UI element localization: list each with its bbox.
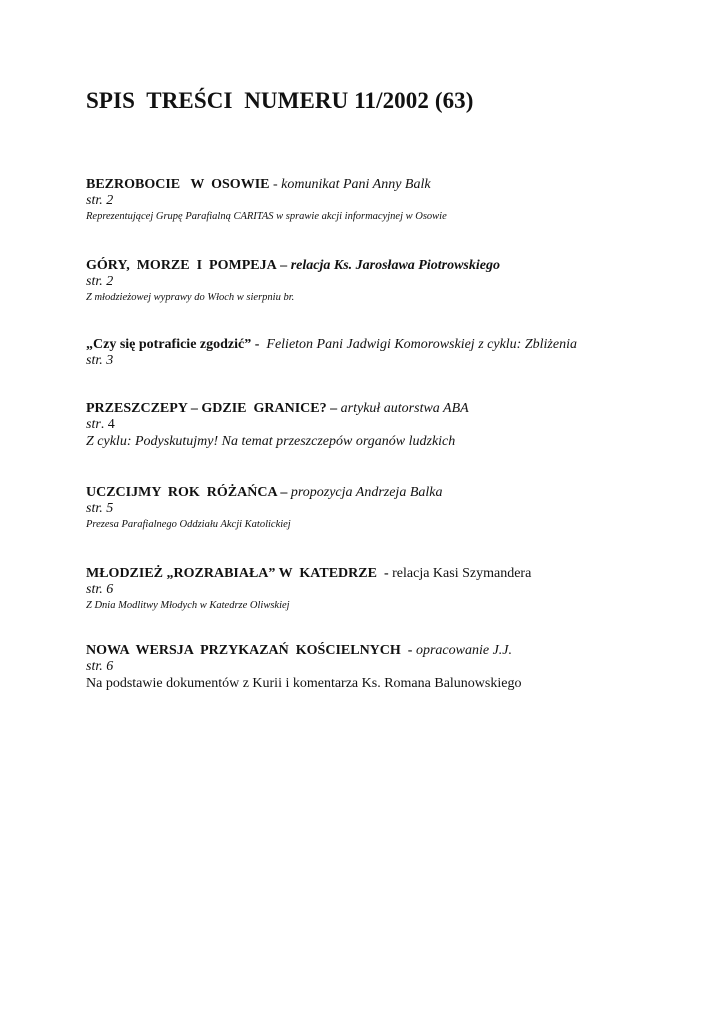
entry-headline bbox=[86, 400, 686, 417]
toc-entry-czy-sie-potraficie bbox=[86, 336, 686, 369]
entry-note: Z cyklu: Podyskutujmy! Na temat przeszczepów organów ludzkich bbox=[86, 434, 456, 449]
entry-subtitle: propozycja Andrzeja Balka bbox=[290, 485, 443, 500]
toc-entry-przeszczepy bbox=[86, 400, 686, 450]
toc-entry-mlodziez-rozrabiala bbox=[86, 565, 686, 614]
page-title: SPIS TREŚCI NUMERU 11/2002 (63) bbox=[86, 88, 474, 113]
entry-note: Z Dnia Modlitwy Młodych w Katedrze Oliwskiej bbox=[86, 600, 290, 611]
entry-separator: – bbox=[276, 258, 291, 273]
entry-headline bbox=[86, 642, 686, 659]
entry-separator: - bbox=[376, 566, 393, 581]
entry-heading: PRZESZCZEPY – GDZIE GRANICE? bbox=[86, 401, 327, 416]
entry-separator: - bbox=[400, 643, 416, 658]
entry-page-ref bbox=[86, 417, 686, 433]
entry-separator: – bbox=[326, 401, 341, 416]
entry-note: Reprezentującej Grupę Parafialną CARITAS w sprawie akcji informacyjnej w Osowie bbox=[86, 211, 447, 222]
entry-subtitle: Felieton Pani Jadwigi Komorowskiej z cyklu: Zbliżenia bbox=[266, 337, 577, 352]
entry-subtitle: komunikat Pani Anny Balk bbox=[281, 177, 431, 192]
entry-separator: - bbox=[269, 177, 282, 192]
entry-page-prefix: str bbox=[86, 417, 101, 432]
entry-heading: UCZCIJMY ROK RÓŻAŃCA bbox=[86, 485, 277, 500]
entry-subtitle: artykuł autorstwa ABA bbox=[340, 401, 469, 416]
entry-headline bbox=[86, 176, 686, 193]
entry-heading: BEZROBOCIE W OSOWIE bbox=[86, 177, 270, 192]
entry-subtitle: relacja Kasi Szymandera bbox=[392, 566, 532, 581]
entry-page-ref: str. 6 bbox=[86, 582, 114, 597]
entry-heading: NOWA WERSJA PRZYKAZAŃ KOŚCIELNYCH bbox=[86, 643, 401, 658]
toc-entry-bezrobocie bbox=[86, 176, 686, 225]
entry-headline bbox=[86, 484, 686, 501]
entry-page-number: . 4 bbox=[100, 417, 115, 432]
entry-headline bbox=[86, 257, 686, 274]
toc-entry-uczcijmy-rok-rozanca bbox=[86, 484, 686, 533]
toc-entry-gory-morze-pompeja bbox=[86, 257, 686, 306]
entry-subtitle: opracowanie J.J. bbox=[415, 643, 512, 658]
entry-page-ref: str. 2 bbox=[86, 193, 114, 208]
entry-separator: – bbox=[276, 485, 291, 500]
entry-note: Na podstawie dokumentów z Kurii i komentarza Ks. Romana Balunowskiego bbox=[86, 676, 522, 691]
entry-headline bbox=[86, 336, 686, 353]
entry-page-ref: str. 5 bbox=[86, 501, 114, 516]
entry-heading: GÓRY, MORZE I POMPEJA bbox=[86, 258, 277, 273]
entry-note: Prezesa Parafialnego Oddziału Akcji Katolickiej bbox=[86, 519, 291, 530]
entry-subtitle: relacja Ks. Jarosława Piotrowskiego bbox=[290, 258, 500, 273]
entry-heading: „Czy się potraficie zgodzić” bbox=[86, 337, 252, 352]
entry-heading: MŁODZIEŻ „ROZRABIAŁA” W KATEDRZE bbox=[86, 566, 377, 581]
entry-page-ref: str. 2 bbox=[86, 274, 114, 289]
toc-entry-nowa-wersja-przykazan bbox=[86, 642, 686, 692]
entry-headline bbox=[86, 565, 686, 582]
entry-separator: - bbox=[251, 337, 267, 352]
entry-note: Z młodzieżowej wyprawy do Włoch w sierpniu br. bbox=[86, 292, 295, 303]
entry-page-ref: str. 3 bbox=[86, 353, 114, 368]
entry-page-ref: str. 6 bbox=[86, 659, 114, 674]
